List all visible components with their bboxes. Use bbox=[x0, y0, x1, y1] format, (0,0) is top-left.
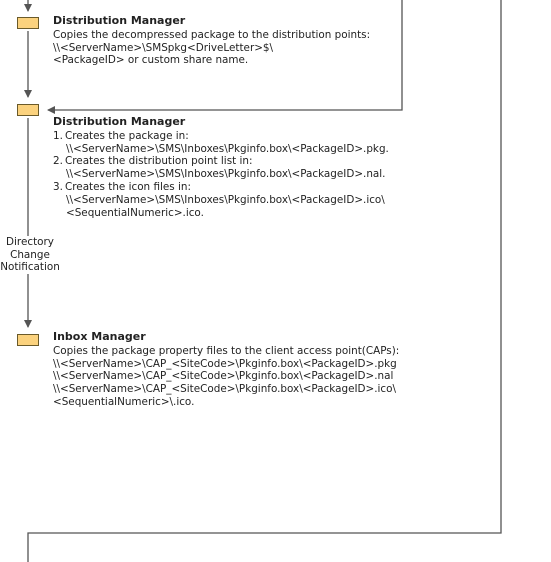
list-item-path: <SequentialNumeric>.ico. bbox=[66, 206, 204, 219]
list-item-number: 1. bbox=[53, 129, 63, 142]
list-item bbox=[53, 155, 389, 181]
step2 bbox=[53, 116, 389, 219]
step1-line: <PackageID> or custom share name. bbox=[53, 54, 249, 67]
step3-line: Copies the package property files to the client access point(CAPs): bbox=[53, 344, 400, 357]
list-item bbox=[53, 181, 389, 219]
list-item-path: \\<ServerName>\SMS\Inboxes\Pkginfo.box\<PackageID>.pkg. bbox=[66, 142, 389, 155]
list-item-number: 3. bbox=[53, 180, 63, 193]
list-item-path: \\<ServerName>\SMS\Inboxes\Pkginfo.box\<PackageID>.nal. bbox=[66, 168, 386, 181]
step3-line: \\<ServerName>\CAP_<SiteCode>\Pkginfo.box\<PackageID>.pkg bbox=[53, 357, 397, 370]
step3-line: <SequentialNumeric>\.ico. bbox=[53, 395, 195, 408]
list-item-text: Creates the package in: bbox=[65, 129, 189, 142]
step1-box-icon bbox=[17, 17, 39, 29]
list-item-text: Creates the distribution point list in: bbox=[65, 155, 253, 168]
step2-list bbox=[53, 130, 389, 220]
step1-title: Distribution Manager bbox=[53, 14, 186, 27]
step2-box-icon bbox=[17, 104, 39, 116]
step3 bbox=[53, 331, 399, 409]
label-line: Change bbox=[10, 248, 50, 261]
step2-title: Distribution Manager bbox=[53, 115, 186, 128]
label-line: Notification bbox=[0, 261, 60, 273]
step1-line: \\<ServerName>\SMSpkg<DriveLetter>$\ bbox=[53, 41, 274, 54]
step3-line: \\<ServerName>\CAP_<SiteCode>\Pkginfo.box\<PackageID>.ico\ bbox=[53, 383, 397, 396]
list-item-number: 2. bbox=[53, 155, 63, 168]
list-item-path: \\<ServerName>\SMS\Inboxes\Pkginfo.box\<PackageID>.ico\ bbox=[66, 193, 385, 206]
step3-title: Inbox Manager bbox=[53, 330, 146, 343]
step1 bbox=[53, 15, 370, 67]
list-item bbox=[53, 130, 389, 156]
outer-frame-line bbox=[28, 0, 501, 562]
step3-box-icon bbox=[17, 334, 39, 346]
step3-line: \\<ServerName>\CAP_<SiteCode>\Pkginfo.box\<PackageID>.nal bbox=[53, 370, 394, 383]
step1-line: Copies the decompressed package to the distribution points: bbox=[53, 28, 371, 41]
directory-change-notification-label bbox=[0, 236, 66, 274]
list-item-text: Creates the icon files in: bbox=[65, 180, 191, 193]
label-line: Directory bbox=[6, 236, 54, 248]
